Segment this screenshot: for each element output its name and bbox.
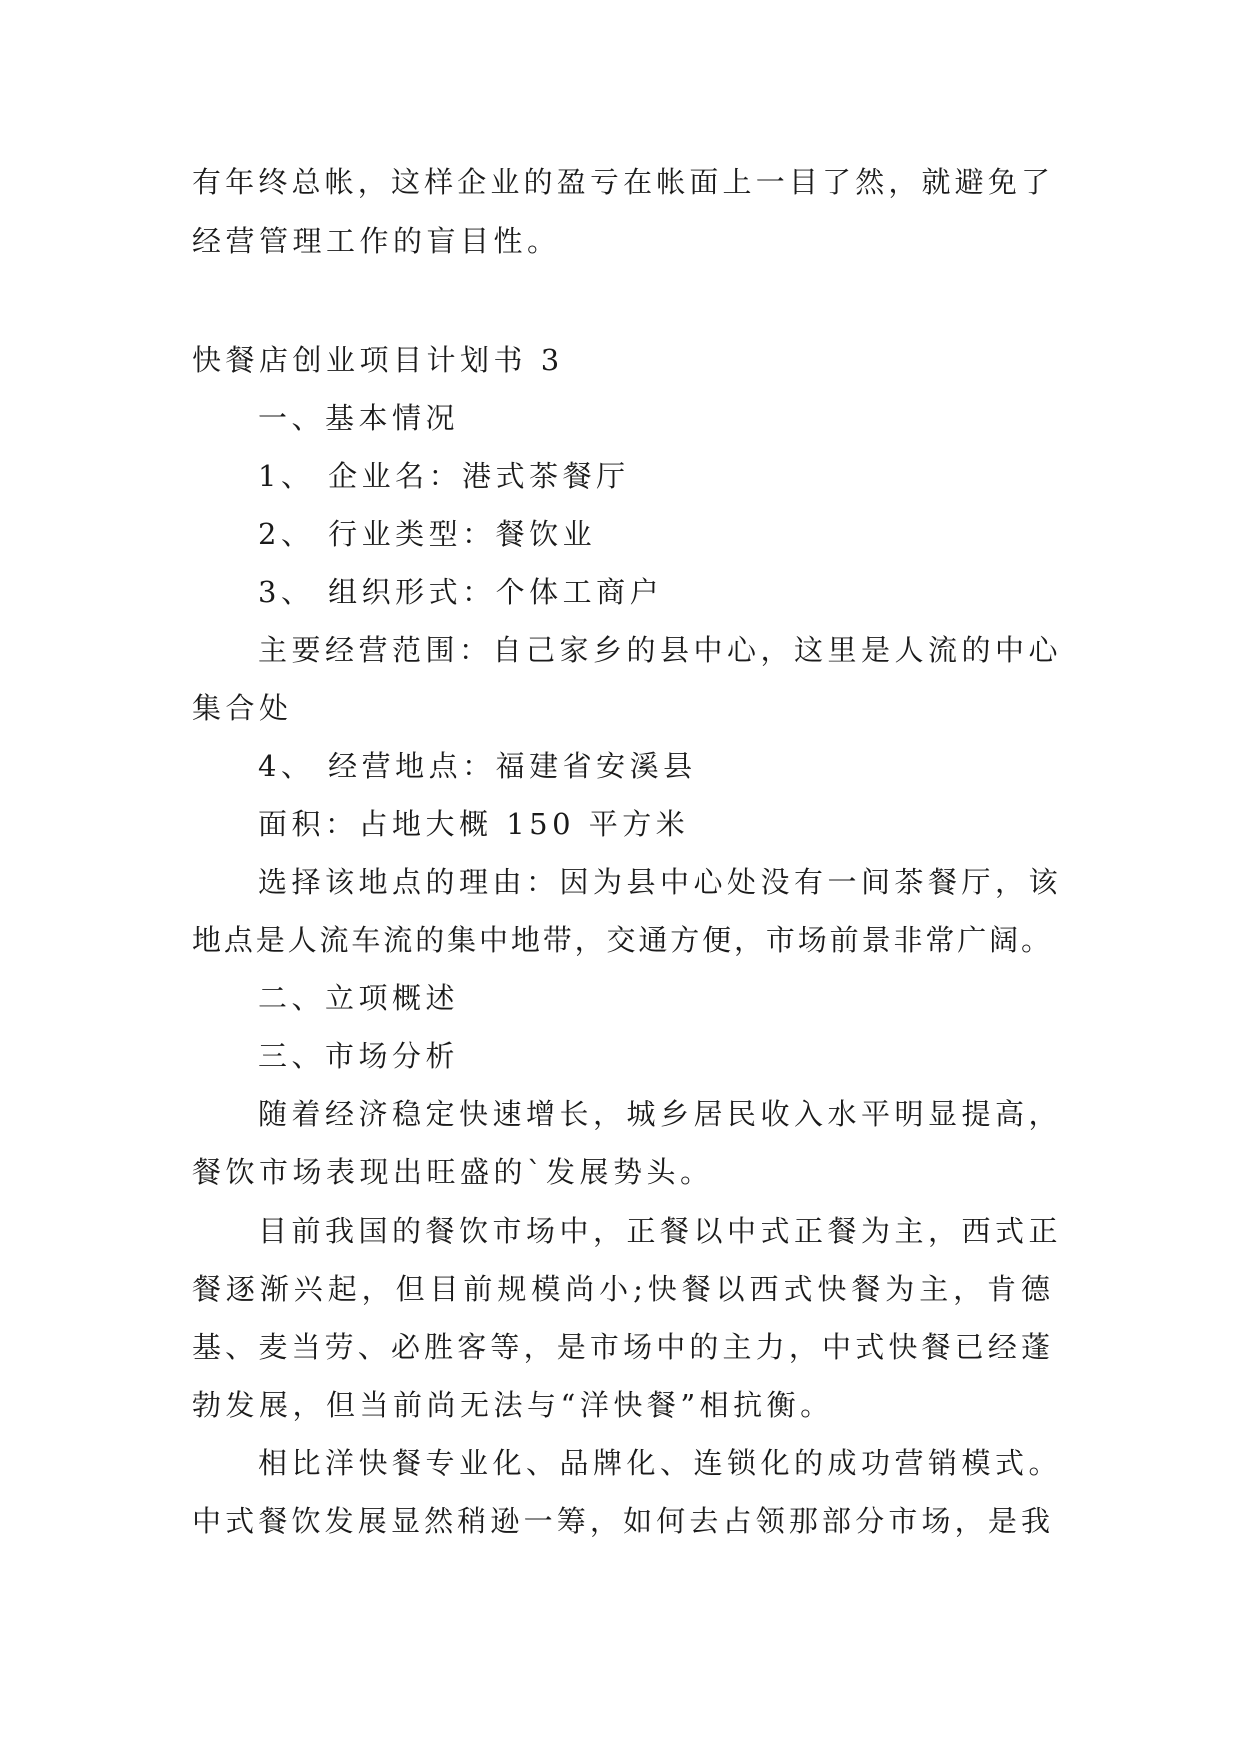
area-item: 面积：占地大概 150 平方米: [258, 807, 690, 841]
business-scope-line-1: 主要经营范围：自己家乡的县中心，这里是人流的中心: [258, 633, 1063, 667]
market-analysis-heading: 三、市场分析: [258, 1039, 460, 1073]
market-paragraph-3-line-1: 相比洋快餐专业化、品牌化、连锁化的成功营销模式。: [258, 1446, 1063, 1480]
market-paragraph-2-line-1: 目前我国的餐饮市场中，正餐以中式正餐为主，西式正: [258, 1214, 1063, 1248]
reason-line-2: 地点是人流车流的集中地带，交通方便，市场前景非常广阔。: [192, 923, 1050, 957]
basic-info-heading: 一、基本情况: [258, 401, 460, 435]
organization-form-item: 3、 组织形式：个体工商户: [258, 575, 664, 609]
intro-line-2: 经营管理工作的盲目性。: [192, 224, 561, 258]
market-paragraph-2-line-2: 餐逐渐兴起，但目前规模尚小;快餐以西式快餐为主，肯德: [192, 1272, 1050, 1306]
project-overview-heading: 二、立项概述: [258, 981, 460, 1015]
reason-line-1: 选择该地点的理由：因为县中心处没有一间茶餐厅，该: [258, 865, 1063, 899]
market-paragraph-2-line-3: 基、麦当劳、必胜客等，是市场中的主力，中式快餐已经蓬: [192, 1330, 1050, 1364]
industry-type-item: 2、 行业类型：餐饮业: [258, 517, 597, 551]
business-scope-line-2: 集合处: [192, 691, 293, 725]
company-name-item: 1、 企业名：港式茶餐厅: [258, 459, 630, 493]
market-paragraph-2-line-4: 勃发展，但当前尚无法与“洋快餐”相抗衡。: [192, 1388, 834, 1422]
intro-line-1: 有年终总帐，这样企业的盈亏在帐面上一目了然，就避免了: [192, 165, 1050, 199]
location-item: 4、 经营地点：福建省安溪县: [258, 749, 697, 783]
market-paragraph-1-line-2: 餐饮市场表现出旺盛的`发展势头。: [192, 1155, 714, 1189]
market-paragraph-3-line-2: 中式餐饮发展显然稍逊一筹，如何去占领那部分市场，是我: [192, 1504, 1050, 1538]
section-title: 快餐店创业项目计划书 3: [192, 343, 564, 377]
market-paragraph-1-line-1: 随着经济稳定快速增长，城乡居民收入水平明显提高，: [258, 1097, 1063, 1131]
